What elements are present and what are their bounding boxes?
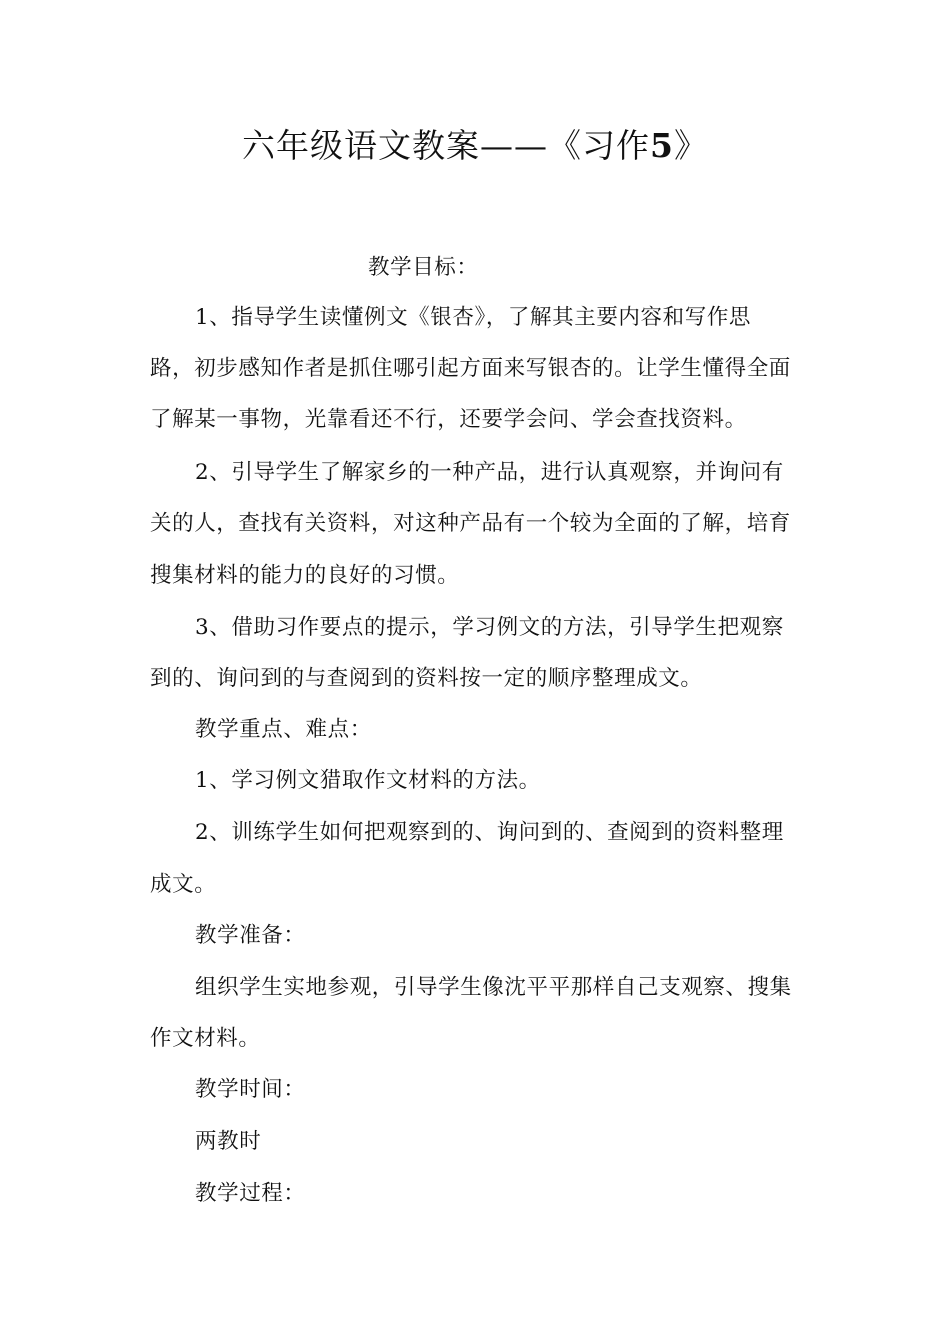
paragraph-line: 组织学生实地参观，引导学生像沈平平那样自己支观察、搜集 xyxy=(195,975,792,1000)
title-number: 5 xyxy=(650,126,674,165)
section-heading-preparation: 教学准备： xyxy=(195,923,306,948)
paragraph-line: 关的人，查找有关资料，对这种产品有一个较为全面的了解，培育 xyxy=(150,511,791,536)
section-heading-process: 教学过程： xyxy=(195,1181,306,1206)
paragraph-line: 到的、询问到的与查阅到的资料按一定的顺序整理成文。 xyxy=(150,666,703,691)
title-suffix: 》 xyxy=(673,126,708,165)
paragraph-line: 作文材料。 xyxy=(150,1026,261,1051)
paragraph-line: 了解某一事物，光靠看还不行，还要学会问、学会查找资料。 xyxy=(150,407,747,432)
paragraph-line: 搜集材料的能力的良好的习惯。 xyxy=(150,563,460,588)
paragraph-line: 路，初步感知作者是抓住哪引起方面来写银杏的。让学生懂得全面 xyxy=(150,356,791,381)
paragraph-line: 1、指导学生读懂例文《银杏》，了解其主要内容和写作思 xyxy=(195,305,752,330)
section-heading-objectives: 教学目标： xyxy=(368,255,479,280)
document-title xyxy=(0,122,950,170)
paragraph-line: 2、训练学生如何把观察到的、询问到的、查阅到的资料整理 xyxy=(195,820,784,845)
paragraph-line: 2、引导学生了解家乡的一种产品，进行认真观察，并询问有 xyxy=(195,460,784,485)
paragraph-line: 3、借助习作要点的提示，学习例文的方法，引导学生把观察 xyxy=(195,615,784,640)
section-heading-key-points: 教学重点、难点： xyxy=(195,717,372,742)
section-heading-time: 教学时间： xyxy=(195,1077,306,1102)
paragraph-line: 两教时 xyxy=(195,1129,262,1154)
title-prefix: 六年级语文教案——《习作 xyxy=(242,126,651,165)
paragraph-line: 1、学习例文猎取作文材料的方法。 xyxy=(195,768,541,793)
paragraph-line: 成文。 xyxy=(150,872,217,897)
